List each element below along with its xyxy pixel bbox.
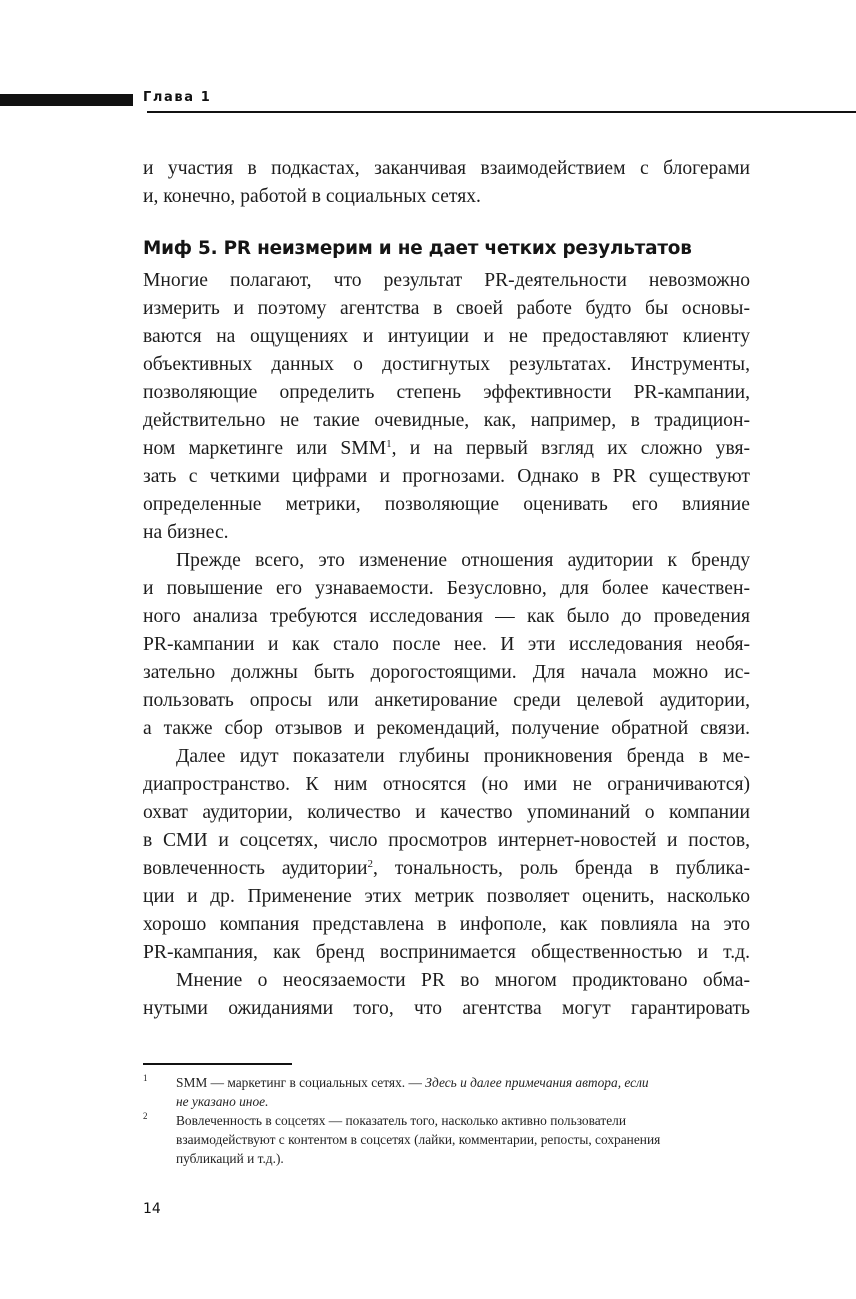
text-line: нутыми ожиданиями того, что агентства могут гарантировать (143, 998, 750, 1019)
page-number: 14 (143, 1201, 161, 1217)
text-line: зать с четкими цифрами и прогнозами. Однако в PR существуют (143, 466, 750, 487)
text-line: ного анализа требуются исследования — как было до проведения (143, 606, 750, 627)
text-line: ции и др. Применение этих метрик позволяет оценить, насколько (143, 886, 750, 907)
text-line: и участия в подкастах, заканчивая взаимодействием с блогерами (143, 158, 750, 179)
text-segment: , и на первый взгляд их сложно увя- (391, 438, 750, 459)
text-line: охват аудитории, количество и качество упоминаний о компании (143, 802, 750, 823)
text-line: и повышение его узнаваемости. Безусловно, для более качествен- (143, 578, 750, 599)
text-line: а также сбор отзывов и рекомендаций, получение обратной связи. (143, 718, 750, 739)
footnote-ref-2: 2 (367, 858, 373, 870)
text-line: зательно должны быть дорогостоящими. Для начала можно ис- (143, 662, 750, 683)
footnotes (143, 1073, 763, 1168)
text-line (143, 435, 750, 463)
footnote-italic: не указано иное. (176, 1094, 269, 1109)
text-line: диапространство. К ним относятся (но ими не ограничиваются) (143, 774, 750, 795)
header-rule (147, 111, 856, 113)
text-line: определенные метрики, позволяющие оценивать его влияние (143, 494, 750, 515)
footnote-ref-1: 1 (386, 438, 392, 450)
footnote-line: Вовлеченность в соцсетях — показатель того, насколько активно пользователи (176, 1113, 626, 1128)
paragraph-4 (143, 967, 750, 1023)
text-line: ваются на ощущениях и интуиции и не предоставляют клиенту (143, 326, 750, 347)
text-line (143, 855, 750, 883)
text-line: и, конечно, работой в социальных сетях. (143, 186, 481, 207)
footnote-line: взаимодействуют с контентом в соцсетях (лайки, комментарии, репосты, сохранения (176, 1132, 661, 1147)
text-line: объективных данных о достигнутых результатах. Инструменты, (143, 354, 750, 375)
text-line: Далее идут показатели глубины проникновения бренда в ме- (176, 746, 750, 767)
footnote-line (176, 1073, 763, 1092)
paragraph-1 (143, 267, 750, 547)
text-line: пользовать опросы или анкетирование среди целевой аудитории, (143, 690, 750, 711)
footnote-text: SMM — маркетинг в социальных сетях. — (176, 1075, 426, 1090)
chapter-label: Глава 1 (143, 90, 212, 105)
main-text (143, 267, 750, 1023)
footnote-number: 1 (143, 1073, 148, 1083)
text-line: на бизнес. (143, 522, 229, 543)
text-line: PR-кампания, как бренд воспринимается общественностью и т.д. (143, 942, 750, 963)
footnote-line (176, 1092, 763, 1111)
text-segment: , тональность, роль бренда в публика- (372, 858, 750, 879)
section-heading: Миф 5. PR неизмерим и не дает четких результатов (143, 238, 692, 259)
text-line: PR-кампании и как стало после нее. И эти исследования необя- (143, 634, 750, 655)
footnote-line: публикаций и т.д.). (176, 1151, 284, 1166)
text-segment: ном маркетинге или SMM (143, 438, 387, 459)
footnote-italic: Здесь и далее примечания автора, если (425, 1075, 649, 1090)
footnote-2 (143, 1111, 763, 1168)
intro-paragraph (143, 155, 750, 211)
footnote-number: 2 (143, 1111, 148, 1121)
text-segment: вовлеченность аудитории (143, 858, 368, 879)
text-line: измерить и поэтому агентства в своей работе будто бы основы- (143, 298, 750, 319)
text-line: Прежде всего, это изменение отношения аудитории к бренду (176, 550, 750, 571)
text-line: Многие полагают, что результат PR-деятельности невозможно (143, 270, 750, 291)
text-line: в СМИ и соцсетях, число просмотров интернет-новостей и постов, (143, 830, 750, 851)
text-line: позволяющие определить степень эффективности PR-кампании, (143, 382, 750, 403)
chapter-marker-bar (0, 94, 133, 106)
paragraph-3 (143, 743, 750, 967)
text-line: действительно не такие очевидные, как, например, в традицион- (143, 410, 750, 431)
text-line: Мнение о неосязаемости PR во многом продиктовано обма- (176, 970, 750, 991)
footnote-rule (143, 1063, 292, 1065)
text-line: хорошо компания представлена в инфополе, как повлияла на это (143, 914, 750, 935)
paragraph-2 (143, 547, 750, 743)
footnote-1 (143, 1073, 763, 1111)
